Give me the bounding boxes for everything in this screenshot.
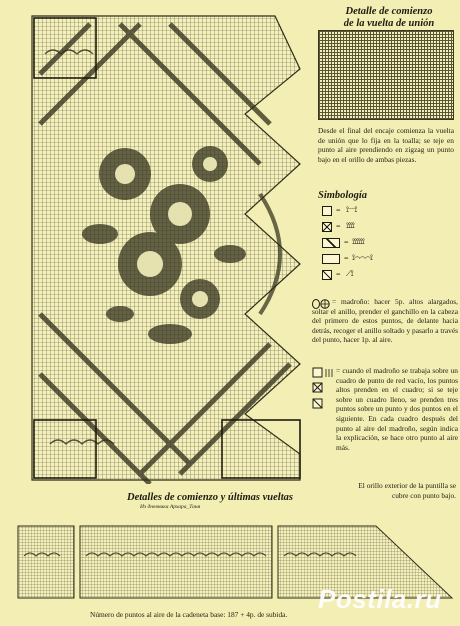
madrono-variant-icons [312,366,334,416]
stitch-glyph: ⟟⟟⟟⟟ [346,221,354,230]
chain-arc-icon [322,254,340,264]
corner-detail-title [318,6,460,30]
symbols-heading: Simbología [318,190,368,201]
base-chain-footer: Número de puntos al aire de la cadeneta base: 187 + 4p. de subida. [90,610,288,619]
stitch-glyph: ⟟⟟⟟⟟⟟⟟ [352,237,364,246]
empty-square-icon [322,206,332,216]
crossed-wide-icon [322,238,340,248]
watermark-logo [318,584,460,624]
stitch-glyph: ⟟⁻⁻⟟ [346,205,357,214]
credit-line: Из дневника Архара_Таня [140,504,201,510]
corner-detail-title-line2: de la vuelta de unión [343,18,435,29]
corner-detail-chart [318,30,454,120]
corner-detail-description: Desde el final del encaje comienza la vuelta de unión que lo fija en la toalla; se teje en punto al aire prendiendo en zigzag un punto bajo en el orillo de ambas piezas. [318,126,454,164]
stitch-glyph: ⟟⌒⌒⌒⟟ [352,253,372,262]
madrono-description: = madroño: hacer 5p. altos alargados, soltar el anillo, prender el ganchillo en la cabeza del primero de estos puntos, de delante hacia detrás, recoger el anillo soltado y pasarlo a través del punto, hacer 1p. al aire. [312,297,458,345]
madrono-note: = cuando el madroño se trabaja sobre un cuadro de punto de red vacío, los puntos altos prenden en el cuadro; si se teje sobre un cuadro lleno, se prenden tres puntos sobre un punto y dos puntos en el siguiente. En cada cuadro después del punto al aire del madroño, según indica la explicación, se hace otro punto al aire más. [336,366,458,452]
watermark-text: Postila.ru [318,584,442,614]
diagonal-square-icon [322,270,332,280]
main-filet-chart [30,14,310,484]
crossed-square-icon [322,222,332,232]
edge-note: El orillo exterior de la puntilla se cubre con punto bajo. [358,481,456,500]
stitch-glyph: ⟋⟟ [346,269,353,278]
bottom-detail-title: Detalles de comienzo y últimas vueltas [127,492,293,503]
corner-detail-title-line1: Detalle de comienzo [345,6,433,17]
